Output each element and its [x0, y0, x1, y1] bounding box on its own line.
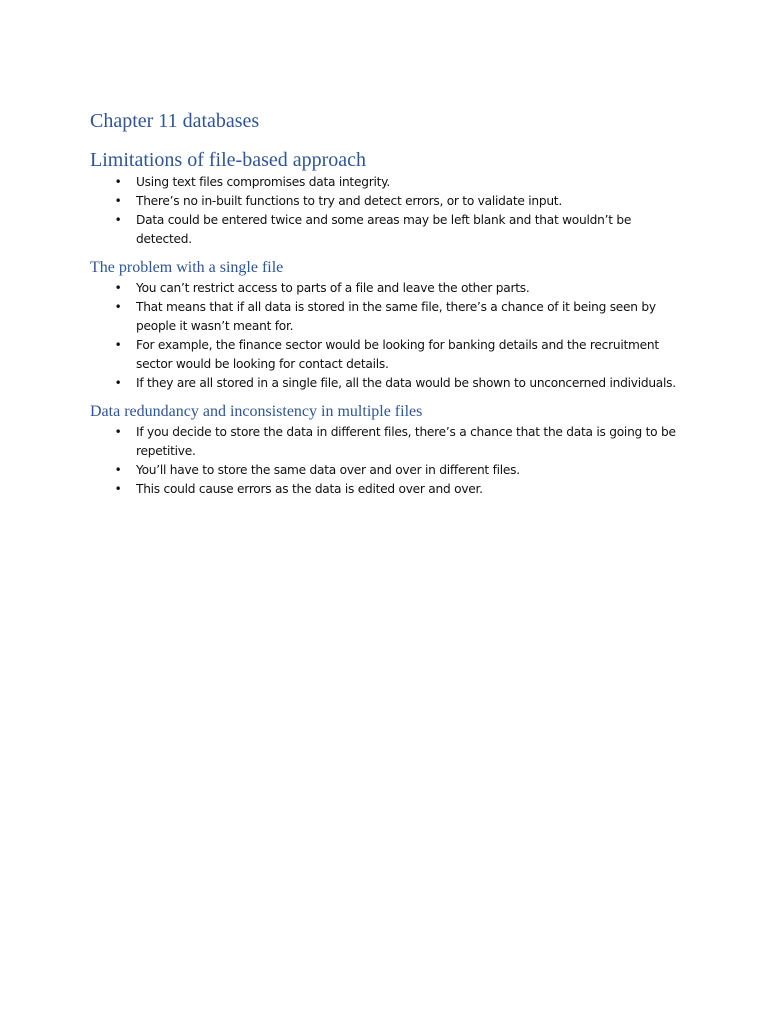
list-item: [90, 336, 690, 374]
list-item: [90, 211, 690, 249]
bullet-icon: •: [114, 281, 122, 295]
bullet-icon: •: [114, 482, 122, 496]
list-item-text: There’s no in-built functions to try and detect errors, or to validate input.: [136, 194, 562, 208]
list-item-text: If you decide to store the data in different files, there’s a chance that the data is going to be repetitive.: [136, 425, 676, 458]
list-item-text: Data could be entered twice and some areas may be left blank and that wouldn’t be detected.: [136, 213, 632, 246]
bullet-icon: •: [114, 194, 122, 208]
bullet-icon: •: [114, 213, 122, 227]
bullet-list-redundancy: [90, 423, 690, 499]
document-content: [90, 107, 690, 499]
bullet-icon: •: [114, 376, 122, 390]
list-item: [90, 298, 690, 336]
section-heading-redundancy: Data redundancy and inconsistency in multiple files: [90, 403, 423, 420]
list-item: [90, 480, 690, 499]
section-heading-limitations: Limitations of file-based approach: [90, 149, 367, 171]
list-item-text: For example, the finance sector would be looking for banking details and the recruitment sector would be looking for contact details.: [136, 338, 659, 371]
list-item-text: This could cause errors as the data is edited over and over.: [136, 482, 483, 496]
list-item: [90, 461, 690, 480]
bullet-icon: •: [114, 175, 122, 189]
list-item: [90, 423, 690, 461]
list-item-text: You can’t restrict access to parts of a file and leave the other parts.: [136, 281, 530, 295]
list-item: [90, 374, 690, 393]
list-item-text: You’ll have to store the same data over and over in different files.: [136, 463, 520, 477]
list-item-text: That means that if all data is stored in the same file, there’s a chance of it being seen by people it wasn’t meant for.: [136, 300, 656, 333]
bullet-icon: •: [114, 338, 122, 352]
list-item-text: If they are all stored in a single file, all the data would be shown to unconcerned individuals.: [136, 376, 676, 390]
list-item-text: Using text files compromises data integrity.: [136, 175, 390, 189]
document-title: Chapter 11 databases: [90, 110, 260, 132]
bullet-icon: •: [114, 300, 122, 314]
section-heading-single-file: The problem with a single file: [90, 259, 284, 276]
bullet-icon: •: [114, 463, 122, 477]
list-item: [90, 192, 690, 211]
bullet-list-single-file: [90, 279, 690, 393]
list-item: [90, 173, 690, 192]
bullet-list-limitations: [90, 173, 690, 249]
list-item: [90, 279, 690, 298]
bullet-icon: •: [114, 425, 122, 439]
